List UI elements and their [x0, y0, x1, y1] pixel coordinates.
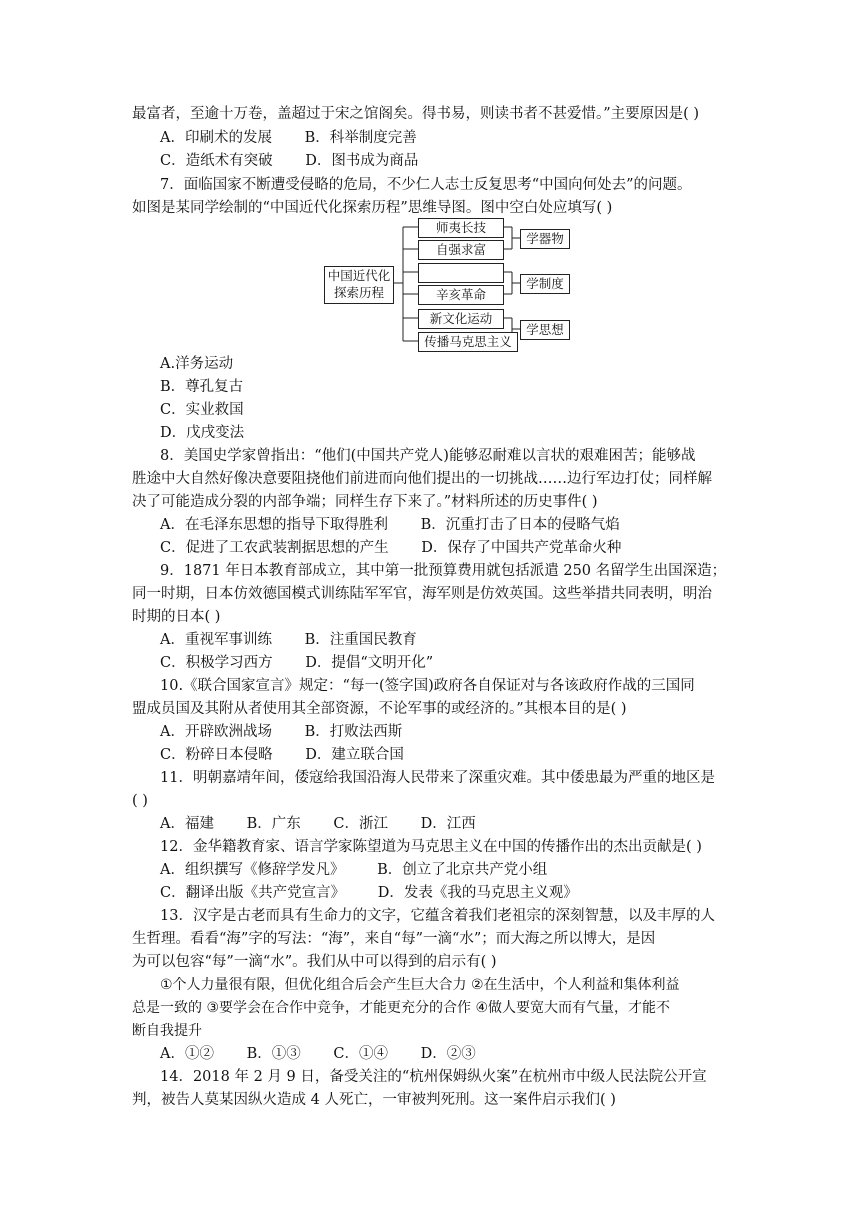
q10-option-d[interactable]: D．建立联合国 [305, 747, 404, 763]
q8-options-row2 [160, 538, 621, 558]
question-9-stem-3: 时期的日本( ) [132, 609, 221, 625]
question-14-stem: 14．2018 年 2 月 9 日，备受关注的“杭州保姆纵火案”在杭州市中级人民法院公开宣 [160, 1069, 707, 1085]
question-11-stem-2: ( ) [132, 793, 148, 809]
q12-option-d[interactable]: D．发表《我的马克思主义观》 [377, 885, 578, 901]
q10-options-row1 [160, 722, 402, 742]
mind-map-node-6: 传播马克思主义 [418, 332, 518, 352]
q9-options-row1 [160, 630, 417, 650]
q12-options-row1 [160, 860, 547, 880]
q12-options-row2 [160, 883, 578, 903]
question-13-statements-2: 总是一致的 ③要学会在合作中竞争，才能更充分的合作 ④做人要宽大而有气量，才能不 [132, 1000, 670, 1016]
mind-map-group-2: 学制度 [520, 274, 570, 294]
q13-option-d[interactable]: D．②③ [420, 1046, 476, 1062]
mind-map-node-4: 辛亥革命 [418, 285, 504, 305]
q7-option-d[interactable]: D．戊戌变法 [160, 425, 245, 441]
q11-option-a[interactable]: A．福建 [160, 816, 214, 832]
q13-option-b[interactable]: B．①③ [246, 1046, 301, 1062]
q11-option-c[interactable]: C．浙江 [333, 816, 388, 832]
q10-option-b[interactable]: B．打败法西斯 [304, 724, 403, 740]
question-7-stem: 7．面临国家不断遭受侵略的危局，不少仁人志士反复思考“中国向何处去”的问题。 [160, 177, 692, 193]
q13-options [160, 1044, 476, 1064]
q9-option-c[interactable]: C．积极学习西方 [160, 655, 273, 671]
q9-option-b[interactable]: B．注重国民教育 [304, 632, 417, 648]
q6-option-b[interactable]: B．科举制度完善 [304, 130, 417, 146]
question-9-stem-2: 同一时期，日本仿效德国模式训练陆军军官，海军则是仿效英国。这些举措共同表明，明治 [132, 586, 712, 602]
q11-option-b[interactable]: B．广东 [246, 816, 301, 832]
q7-option-c[interactable]: C．实业救国 [160, 402, 244, 418]
question-13-stem-2: 生哲理。看看“海”字的写法：“海”，来自“每”一滴“水”；而大海之所以博大，是因 [132, 931, 656, 947]
q10-options-row2 [160, 745, 404, 765]
q9-option-d[interactable]: D．提倡“文明开化” [305, 655, 434, 671]
q8-options-row1 [160, 515, 620, 535]
q9-options-row2 [160, 653, 433, 673]
q12-option-c[interactable]: C．翻译出版《共产党宣言》 [160, 885, 346, 901]
q10-option-c[interactable]: C．粉碎日本侵略 [160, 747, 273, 763]
q13-option-a[interactable]: A．①② [160, 1046, 214, 1062]
q6-option-c[interactable]: C．造纸术有突破 [160, 153, 273, 169]
q7-option-a[interactable]: A.洋务运动 [160, 356, 234, 372]
question-11-stem: 11．明朝嘉靖年间，倭寇给我国沿海人民带来了深重灾难。其中倭患最为严重的地区是 [160, 770, 715, 786]
question-13-statements: ①个人力量很有限，但优化组合后会产生巨大合力 ②在生活中，个人利益和集体利益 [160, 977, 680, 993]
mind-map-group-3: 学思想 [520, 320, 570, 340]
question-12-stem: 12．金华籍教育家、语言学家陈望道为马克思主义在中国的传播作出的杰出贡献是( ) [160, 839, 702, 855]
question-8-stem: 8．美国史学家曾指出：“他们(中国共产党人)能够忍耐难以言状的艰难困苦；能够战 [160, 448, 696, 464]
q9-option-a[interactable]: A．重视军事训练 [160, 632, 272, 648]
question-14-stem-2: 判，被告人莫某因纵火造成 4 人死亡，一审被判死刑。这一案件启示我们( ) [132, 1092, 616, 1108]
q7-option-b[interactable]: B．尊孔复古 [160, 379, 244, 395]
mind-map-node-1: 师夷长技 [418, 218, 504, 238]
q11-options [160, 814, 476, 834]
q6-option-d[interactable]: D．图书成为商品 [305, 153, 419, 169]
mind-map-blank-node [418, 263, 504, 283]
question-7-stem-2: 如图是某同学绘制的“中国近代化探索历程”思维导图。图中空白处应填写( ) [132, 200, 613, 216]
q8-option-b[interactable]: B．沉重打击了日本的侵略气焰 [420, 517, 620, 533]
q6-option-a[interactable]: A．印刷术的发展 [160, 130, 272, 146]
question-8-stem-2: 胜途中大自然好像决意要阻挠他们前进而向他们提出的一切挑战……边行军边打仗；同样解 [132, 471, 712, 487]
q12-option-a[interactable]: A．组织撰写《修辞学发凡》 [160, 862, 345, 878]
question-9-stem: 9．1871 年日本教育部成立，其中第一批预算费用就包括派遣 250 名留学生出国深造； [160, 563, 727, 579]
question-13-stem-3: 为可以包容“每”一滴“水”。我们从中可以得到的启示有( ) [132, 954, 497, 970]
question-10-stem: 10.《联合国家宣言》规定：“每一(签字国)政府各自保证对与各该政府作战的三国同 [160, 678, 695, 694]
mind-map-node-5: 新文化运动 [418, 309, 504, 329]
question-13-statements-3: 断自我提升 [132, 1023, 202, 1039]
q8-option-c[interactable]: C．促进了工农武装割据思想的产生 [160, 540, 389, 556]
q13-option-c[interactable]: C．①④ [333, 1046, 388, 1062]
q12-option-b[interactable]: B．创立了北京共产党小组 [377, 862, 548, 878]
question-8-stem-3: 决了可能造成分裂的内部争端；同样生存下来了。”材料所述的历史事件( ) [132, 494, 598, 510]
q8-option-d[interactable]: D．保存了中国共产党革命火种 [421, 540, 622, 556]
question-10-stem-2: 盟成员国及其附从者使用其全部资源，不论军事的或经济的。”其根本目的是( ) [132, 701, 627, 717]
mind-map-root: 中国近代化 探索历程 [324, 266, 394, 304]
q8-option-a[interactable]: A．在毛泽东思想的指导下取得胜利 [160, 517, 388, 533]
mind-map-node-2: 自强求富 [418, 240, 504, 260]
mind-map-group-1: 学器物 [520, 229, 570, 249]
question-6-stem-end: 最富者，至逾十万卷，盖超过于宋之馆阁矣。得书易，则读书者不甚爱惜。”主要原因是( ) [132, 106, 700, 122]
question-13-stem: 13．汉字是古老而具有生命力的文字，它蕴含着我们老祖宗的深刻智慧，以及丰厚的人 [160, 908, 715, 924]
q10-option-a[interactable]: A．开辟欧洲战场 [160, 724, 272, 740]
q11-option-d[interactable]: D．江西 [420, 816, 476, 832]
